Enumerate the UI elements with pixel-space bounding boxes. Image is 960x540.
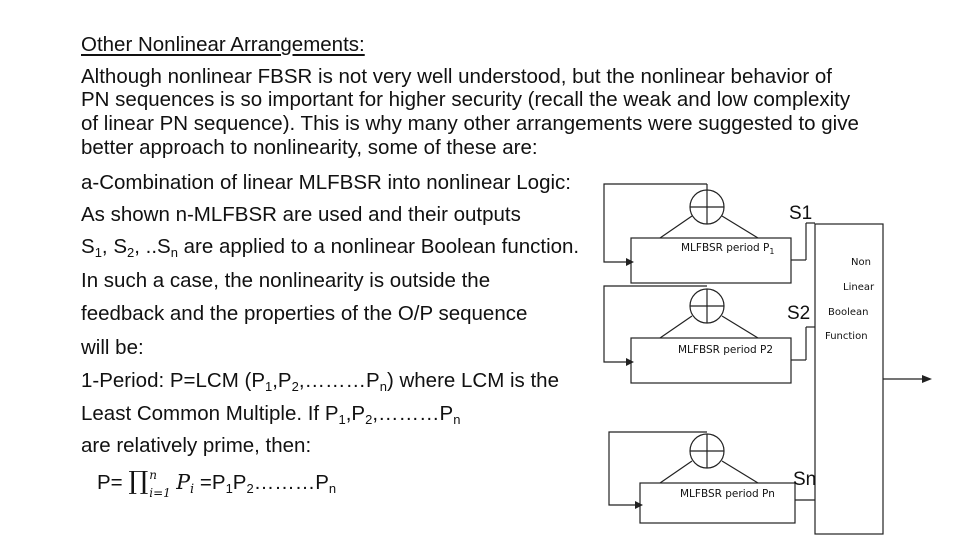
combo-line-3: In such a case, the nonlinearity is outside the	[81, 269, 491, 292]
register-label-1: MLFBSR period $P_1$	[681, 242, 775, 256]
product-symbol: ∏	[128, 466, 149, 495]
period-line-2: Least Common Multiple. If $P_1,P_2,\dots\dots\dots P_n$	[81, 402, 461, 427]
feedback-loop-1	[604, 184, 640, 262]
intro-line-2: PN sequences is so important for higher security (recall the weak and low complexity	[81, 88, 851, 111]
boolean-text-2: Linear	[843, 282, 875, 293]
feedback-loop-n	[609, 432, 640, 505]
intro-line-1: Although nonlinear FBSR is not very well understood, but the nonlinear behavior of	[81, 65, 832, 88]
feedback-loop-2	[604, 286, 640, 362]
register-label-2: MLFBSR period P2	[678, 344, 774, 356]
period-line-3: are relatively prime, then:	[81, 434, 312, 457]
boolean-text-4: Function	[825, 331, 868, 342]
output-label-s1: S1	[789, 203, 813, 224]
output-label-s2: S2	[787, 303, 811, 324]
combo-line-4: feedback and the properties of the O/P sequence	[81, 302, 528, 325]
output-label-sn: Sn	[793, 469, 817, 490]
intro-line-4: better approach to nonlinearity, some of these are:	[81, 136, 538, 159]
period-formula: P= ∏ n i=1 $P_i$ $=P_1P_2\dots\dots\dots P_n$	[97, 466, 337, 500]
boolean-text-3: Boolean	[828, 307, 869, 318]
combo-line-2: $S_1$, $S_2$, $..S_n$ are applied to a nonlinear Boolean function.	[81, 235, 580, 260]
register-label-n: MLFBSR period Pn	[680, 488, 775, 500]
boolean-block	[815, 224, 883, 534]
slide-heading: Other Nonlinear Arrangements:	[81, 33, 365, 56]
combo-line-1: As shown n-MLFBSR are used and their outputs	[81, 203, 521, 226]
period-line-1: 1-Period: P=LCM $(P_1,P_2,\dots\dots\dots P_n)$ where LCM is the	[81, 369, 559, 394]
boolean-text-1: Non	[851, 257, 871, 268]
combo-title: a-Combination of linear MLFBSR into nonlinear Logic:	[81, 171, 571, 194]
intro-line-3: of linear PN sequence). This is why many other arrangements were suggested to give	[81, 112, 859, 135]
combo-line-5: will be:	[81, 336, 144, 359]
